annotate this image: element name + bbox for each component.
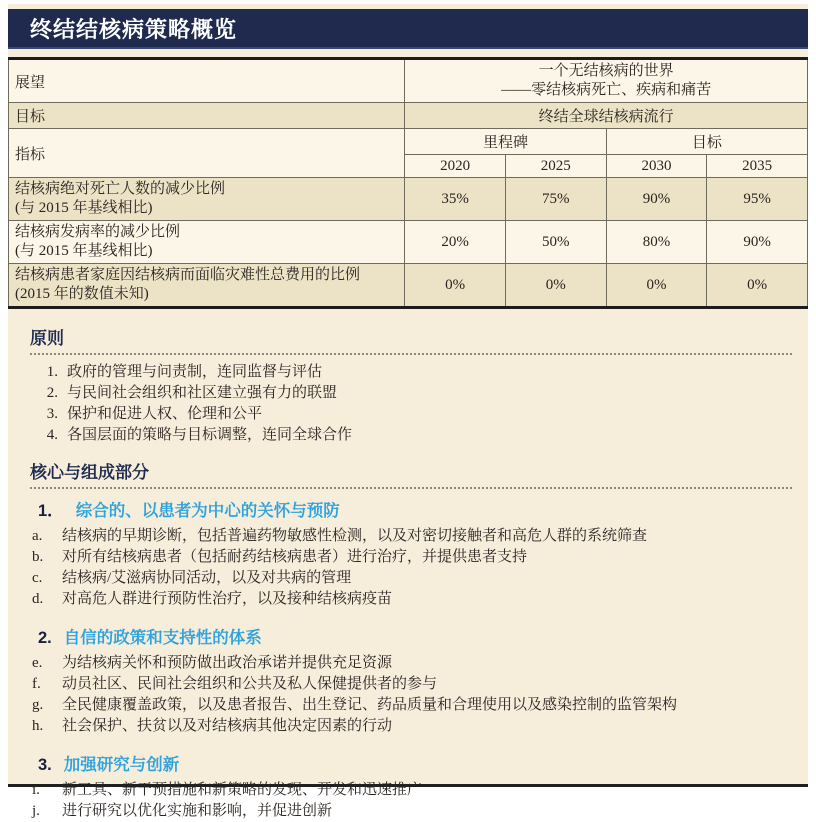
targets-header: 目标 (606, 129, 807, 155)
component-item (30, 547, 792, 568)
component-letter: b. (32, 549, 44, 565)
component-item (30, 780, 792, 801)
year-2035: 2035 (707, 155, 808, 178)
pillar-number: 3. (38, 756, 52, 774)
component-text: 动员社区、民间社会组织和公共及私人保健提供者的参与 (62, 676, 438, 692)
year-2020: 2020 (405, 155, 506, 178)
component-text: 结核病/艾滋病协同活动，以及对共病的管理 (62, 570, 352, 586)
component-letter: a. (32, 528, 43, 544)
value-cell: 80% (606, 221, 707, 264)
principle-item (30, 362, 792, 383)
component-letter: j. (32, 803, 40, 819)
component-text: 社会保护、扶贫以及对结核病其他决定因素的行动 (62, 718, 393, 734)
pillar-3-heading (38, 751, 792, 775)
component-text: 为结核病关怀和预防做出政治承诺并提供充足资源 (62, 655, 393, 671)
vision-label: 展望 (9, 59, 405, 103)
indicator-name (9, 264, 405, 308)
pillar-3-items (30, 780, 792, 822)
indicator-name-line: 结核病患者家庭因结核病而面临灾难性总费用的比例 (15, 267, 361, 283)
value-cell: 0% (405, 264, 506, 308)
pillars-heading: 核心与组成部分 (30, 458, 792, 489)
component-item (30, 695, 792, 716)
vision-line2: ——零结核病死亡、疾病和痛苦 (501, 82, 712, 98)
vision-value (405, 59, 808, 103)
indicator-row-incidence (9, 221, 808, 264)
component-item (30, 716, 792, 737)
principle-text: 政府的管理与问责制，连同监督与评估 (67, 364, 323, 380)
title-bar (8, 9, 808, 49)
principle-text: 保护和促进人权、伦理和公平 (67, 406, 263, 422)
component-item (30, 568, 792, 589)
component-letter: i. (32, 782, 40, 798)
component-text: 新工具、新干预措施和新策略的发现、开发和迅速推广 (62, 782, 423, 798)
indicator-name (9, 221, 405, 264)
component-item (30, 653, 792, 674)
pillar-1-heading (38, 497, 792, 521)
pillar-number: 2. (38, 629, 52, 647)
year-2030: 2030 (606, 155, 707, 178)
principle-number: 3. (46, 406, 58, 422)
pillar-title: 综合的、以患者为中心的关怀与预防 (75, 502, 340, 520)
principle-text: 与民间社会组织和社区建立强有力的联盟 (67, 385, 338, 401)
pillar-number: 1． (38, 502, 64, 520)
value-cell: 50% (505, 221, 606, 264)
component-text: 全民健康覆盖政策，以及患者报告、出生登记、药品质量和合理使用以及感染控制的监管架构 (62, 697, 678, 713)
goal-value: 终结全球结核病流行 (405, 103, 808, 129)
pillar-group-1 (30, 497, 792, 610)
indicator-note-line: (与 2015 年基线相比) (15, 200, 153, 216)
vision-line1: 一个无结核病的世界 (538, 63, 674, 79)
principles-section (30, 324, 792, 446)
principle-item (30, 404, 792, 425)
component-text: 结核病的早期诊断，包括普遍药物敏感性检测，以及对密切接触者和高危人群的系统筛查 (62, 528, 648, 544)
value-cell: 0% (606, 264, 707, 308)
component-text: 对高危人群进行预防性治疗，以及接种结核病疫苗 (62, 591, 393, 607)
indicator-row-costs (9, 264, 808, 308)
value-cell: 90% (606, 178, 707, 221)
indicator-row-deaths (9, 178, 808, 221)
component-item (30, 674, 792, 695)
component-letter: c. (32, 570, 43, 586)
principles-heading: 原则 (30, 324, 792, 355)
pillar-title: 加强研究与创新 (63, 756, 180, 774)
year-2025: 2025 (505, 155, 606, 178)
pillar-2-heading (38, 624, 792, 648)
indicator-name-line: 结核病发病率的减少比例 (15, 224, 181, 240)
indicators-label: 指标 (9, 129, 405, 178)
principle-number: 1. (46, 364, 58, 380)
principle-item (30, 383, 792, 404)
vision-row (9, 59, 808, 103)
component-item (30, 589, 792, 610)
pillar-group-3 (30, 751, 792, 822)
document-page (8, 4, 808, 819)
component-item (30, 801, 792, 822)
value-cell: 0% (707, 264, 808, 308)
page-title: 终结结核病策略概览 (30, 16, 238, 42)
milestones-header: 里程碑 (405, 129, 606, 155)
component-text: 进行研究以优化实施和影响，并促进创新 (62, 803, 333, 819)
value-cell: 95% (707, 178, 808, 221)
goal-row (9, 103, 808, 129)
component-item (30, 526, 792, 547)
principle-text: 各国层面的策略与目标调整，连同全球合作 (67, 427, 353, 443)
indicator-note-line: (与 2015 年基线相比) (15, 243, 153, 259)
value-cell: 20% (405, 221, 506, 264)
value-cell: 35% (405, 178, 506, 221)
component-text: 对所有结核病患者（包括耐药结核病患者）进行治疗，并提供患者支持 (62, 549, 528, 565)
component-letter: d. (32, 591, 44, 607)
pillar-2-items (30, 653, 792, 737)
value-cell: 0% (505, 264, 606, 308)
strategy-table (8, 57, 808, 309)
principle-number: 4. (46, 427, 58, 443)
component-letter: h. (32, 718, 44, 734)
component-letter: g. (32, 697, 44, 713)
component-letter: e. (32, 655, 43, 671)
value-cell: 75% (505, 178, 606, 221)
indicator-header-row (9, 129, 808, 155)
value-cell: 90% (707, 221, 808, 264)
component-letter: f. (32, 676, 41, 692)
principle-number: 2. (46, 385, 58, 401)
pillar-1-items (30, 526, 792, 610)
pillars-section (30, 458, 792, 822)
indicator-note-line: (2015 年的数值未知) (15, 286, 149, 302)
principle-item (30, 425, 792, 446)
goal-label: 目标 (9, 103, 405, 129)
pillar-group-2 (30, 624, 792, 737)
indicator-name (9, 178, 405, 221)
indicator-name-line: 结核病绝对死亡人数的减少比例 (15, 181, 226, 197)
pillar-title: 自信的政策和支持性的体系 (63, 629, 262, 647)
